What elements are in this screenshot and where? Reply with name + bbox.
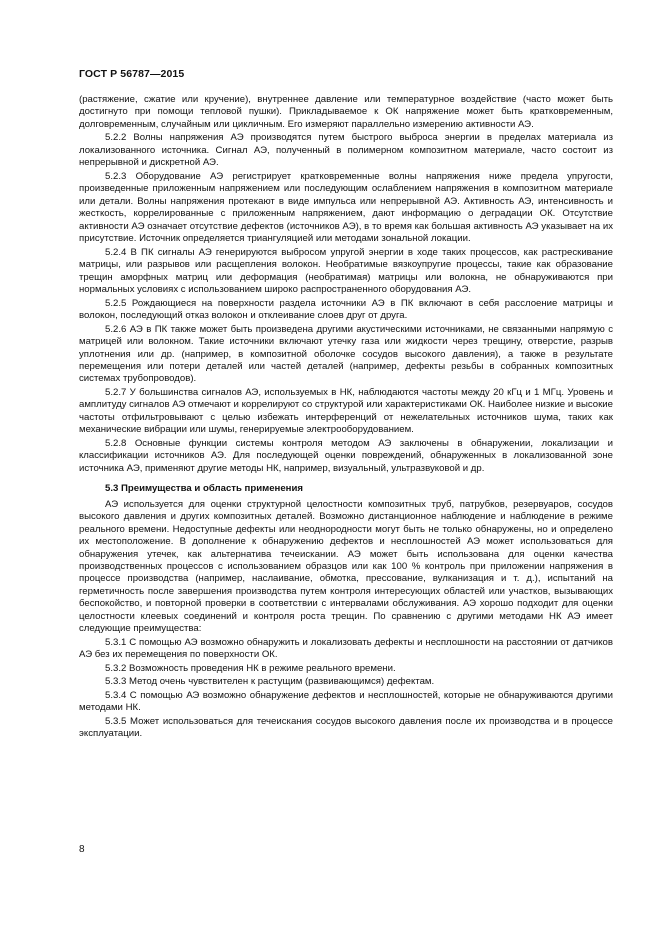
paragraph-5-3-4: 5.3.4 С помощью АЭ возможно обнаружение дефектов и несплошностей, которые не обнаруживаются другими методами НК. <box>79 689 613 714</box>
page-number: 8 <box>79 844 85 855</box>
paragraph-5-3-5: 5.3.5 Может использоваться для течеискания сосудов высокого давления после их производства и в процессе эксплуатации. <box>79 715 613 740</box>
paragraph-5-2-2: 5.2.2 Волны напряжения АЭ производятся путем быстрого выброса энергии в пределах материала из локализованного источника. Сигнал АЭ, полученный в полимерном композитном материале, часто состоит из непрерывной и дискретной АЭ. <box>79 132 613 169</box>
paragraph-5-3-2: 5.3.2 Возможность проведения НК в режиме реального времени. <box>105 662 396 674</box>
paragraph-continuation: (растяжение, сжатие или кручение), внутреннее давление или температурное воздействие (часто может быть достигнуто при помощи тепловой пушки). Прикладываемое к ОК напряжение может быть кратковременным, долговременным, случайным или цикличным. Его измеряют параллельно измерению активности АЭ. <box>79 94 613 130</box>
paragraph-5-2-3: 5.2.3 Оборудование АЭ регистрирует кратковременные волны напряжения ниже предела упругости, произведенные приложенным напряжением или последующим ослаблением напряжения в композитном материале или детали. Волны напряжения протекают в виде импульса или непрерывной АЭ. Активность АЭ, интенсивность и жесткость, коррелированные с приложенным напряжением, дают информацию о деградации ОК. Отсутствие активности АЭ означает отсутствие дефектов (источников АЭ), в то время как большая активность АЭ указывает на их присутствие. Источник определяется триангуляцией или методами зональной локации. <box>79 170 613 245</box>
paragraph-5-2-4: 5.2.4 В ПК сигналы АЭ генерируются выбросом упругой энергии в ходе таких процессов, как растрескивание матрицы, или разрывов или расщепления волокон. Необратимые вязкоупругие процессы, такие как образование трещин аморфных матриц или деформация (необратимая) матрицы или волокна, не обнаруживаются при нормальных условиях с использованием широко распространенного оборудования АЭ. <box>79 246 613 296</box>
paragraph-5-2-8: 5.2.8 Основные функции системы контроля методом АЭ заключены в обнаружении, локализации и классификации источников АЭ. Для последующей оценки повреждений, обнаруженных в локализованной зоне источника АЭ, применяют другие методы НК, например, визуальный, ультразвуковой и др. <box>79 437 613 474</box>
paragraph-5-3-1: 5.3.1 С помощью АЭ возможно обнаружить и локализовать дефекты и несплошности на расстоянии от датчиков АЭ без их перемещения по поверхности ОК. <box>79 636 613 661</box>
document-header: ГОСТ Р 56787—2015 <box>79 68 185 80</box>
paragraph-5-3-intro: АЭ используется для оценки структурной целостности композитных труб, патрубков, резервуаров, сосудов высокого давления и других композитных деталей. Возможно дистанционное наблюдение и наблюдение в режиме реального времени. Недоступные дефекты или неоднородности могут быть не только обнаружены, но и определено их местоположение. В дополнение к обнаружению дефектов и несплошностей АЭ может использоваться для обнаружения утечек, как альтернатива течеискании. АЭ может быть использована для оценки качества производственных процессов с использованием образцов или как 100 % контроль при приложении напряжения в процессе производства (например, наслаивание, обмотка, прессование, вулканизация и т. д.), испытаний на герметичность после завершения производства путем контроля интересующих областей или участков, вызывающих беспокойство, и повторной проверки в соответствии с интервалами обслуживания. АЭ хорошо подходит для оценки целостности клеевых соединений и контроля роста трещин. По сравнению с другими методами НК АЭ имеет следующие преимущества: <box>79 498 613 635</box>
section-heading-5-3: 5.3 Преимущества и область применения <box>105 483 303 495</box>
paragraph-5-2-6: 5.2.6 АЭ в ПК также может быть произведена другими акустическими источниками, не связанными напрямую с матрицей или волокном. Такие источники включают утечку газа или жидкости через трещину, отверстие, разрыв уплотнения или др. (например, в композитной оболочке сосудов высокого давления), а также в результате перемещения или потери деталей или частей деталей (например, дефекты резьбы в собранных композитных системах трубопроводов). <box>79 323 613 385</box>
paragraph-5-2-5: 5.2.5 Рождающиеся на поверхности раздела источники АЭ в ПК включают в себя расслоение матрицы и волокон, последующий отказ волокон и отклеивание слоев друг от друга. <box>79 297 613 322</box>
paragraph-5-3-3: 5.3.3 Метод очень чувствителен к растущим (развивающимся) дефектам. <box>105 676 435 688</box>
paragraph-5-2-7: 5.2.7 У большинства сигналов АЭ, используемых в НК, наблюдаются частоты между 20 кГц и 1 МГц. Уровень и амплитуду сигналов АЭ отмечают и коррелируют со структурой или характеристиками ОК. Наиболее низкие и высокие частоты отфильтровывают с целью избежать интерференций от нежелательных источников шума, таких как механические вибрации или шумы, генерируемые электрооборудованием. <box>79 386 613 436</box>
body-text <box>79 94 613 742</box>
